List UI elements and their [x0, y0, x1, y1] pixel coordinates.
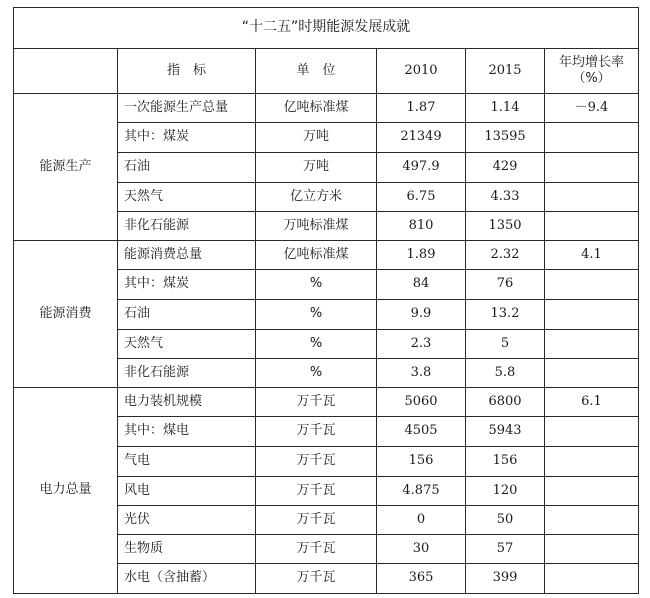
- value-2010-cell: 0: [377, 506, 466, 535]
- unit-cell: %: [256, 330, 377, 359]
- value-2015-cell: 76: [466, 270, 545, 300]
- value-2015-cell: 2.32: [466, 241, 545, 270]
- header-growth-label: 年均增长率: [559, 54, 625, 70]
- indicator-cell: 天然气: [118, 183, 256, 212]
- indicator-cell: 气电: [118, 447, 256, 477]
- value-2015-cell: 156: [466, 447, 545, 477]
- value-2015-cell: 4.33: [466, 183, 545, 212]
- growth-cell: 4.1: [545, 241, 639, 270]
- table-row: [14, 388, 639, 417]
- indicator-cell: 生物质: [118, 535, 256, 564]
- header-indicator: 指 标: [118, 49, 256, 94]
- growth-cell: [545, 359, 639, 388]
- indicator-cell: 其中：煤炭: [118, 270, 256, 300]
- unit-cell: 亿立方米: [256, 183, 377, 212]
- unit-cell: 万千瓦: [256, 506, 377, 535]
- header-empty-cell: [14, 49, 118, 94]
- growth-cell: [545, 417, 639, 447]
- unit-cell: 万吨: [256, 123, 377, 153]
- growth-cell: [545, 212, 639, 241]
- growth-cell: [545, 270, 639, 300]
- value-2010-cell: 5060: [377, 388, 466, 417]
- unit-cell: 万千瓦: [256, 447, 377, 477]
- unit-cell: 万千瓦: [256, 417, 377, 447]
- value-2010-cell: 6.75: [377, 183, 466, 212]
- unit-cell: 万千瓦: [256, 535, 377, 564]
- table-body: [14, 94, 639, 594]
- unit-cell: 万千瓦: [256, 388, 377, 417]
- unit-cell: 万千瓦: [256, 477, 377, 506]
- indicator-cell: 能源消费总量: [118, 241, 256, 270]
- growth-cell: －9.4: [545, 94, 639, 123]
- value-2015-cell: 399: [466, 564, 545, 594]
- value-2010-cell: 9.9: [377, 300, 466, 330]
- value-2015-cell: 13.2: [466, 300, 545, 330]
- growth-cell: [545, 330, 639, 359]
- indicator-cell: 电力装机规模: [118, 388, 256, 417]
- unit-cell: %: [256, 359, 377, 388]
- value-2010-cell: 30: [377, 535, 466, 564]
- header-growth-unit: （%）: [572, 71, 611, 86]
- value-2015-cell: 5943: [466, 417, 545, 447]
- value-2015-cell: 5: [466, 330, 545, 359]
- value-2010-cell: 3.8: [377, 359, 466, 388]
- unit-cell: 亿吨标准煤: [256, 94, 377, 123]
- value-2010-cell: 1.89: [377, 241, 466, 270]
- growth-cell: [545, 564, 639, 594]
- value-2010-cell: 84: [377, 270, 466, 300]
- header-growth: [545, 49, 639, 94]
- growth-cell: [545, 506, 639, 535]
- value-2015-cell: 120: [466, 477, 545, 506]
- group-label: 能源生产: [14, 94, 118, 241]
- indicator-cell: 石油: [118, 153, 256, 183]
- value-2010-cell: 497.9: [377, 153, 466, 183]
- group-label: 能源消费: [14, 241, 118, 388]
- indicator-cell: 非化石能源: [118, 212, 256, 241]
- value-2010-cell: 156: [377, 447, 466, 477]
- indicator-cell: 石油: [118, 300, 256, 330]
- value-2010-cell: 4505: [377, 417, 466, 447]
- header-2010: 2010: [377, 49, 466, 94]
- header-unit: 单 位: [256, 49, 377, 94]
- table-row: [14, 94, 639, 123]
- value-2015-cell: 50: [466, 506, 545, 535]
- value-2010-cell: 2.3: [377, 330, 466, 359]
- value-2015-cell: 429: [466, 153, 545, 183]
- value-2015-cell: 1350: [466, 212, 545, 241]
- value-2015-cell: 57: [466, 535, 545, 564]
- growth-cell: [545, 153, 639, 183]
- growth-cell: [545, 477, 639, 506]
- value-2010-cell: 4.875: [377, 477, 466, 506]
- indicator-cell: 其中：煤炭: [118, 123, 256, 153]
- indicator-cell: 光伏: [118, 506, 256, 535]
- indicator-cell: 其中：煤电: [118, 417, 256, 447]
- unit-cell: %: [256, 300, 377, 330]
- indicator-cell: 非化石能源: [118, 359, 256, 388]
- unit-cell: %: [256, 270, 377, 300]
- value-2015-cell: 1.14: [466, 94, 545, 123]
- header-2015: 2015: [466, 49, 545, 94]
- growth-cell: [545, 123, 639, 153]
- unit-cell: 万千瓦: [256, 564, 377, 594]
- value-2010-cell: 365: [377, 564, 466, 594]
- energy-achievements-table: [13, 7, 639, 594]
- value-2010-cell: 810: [377, 212, 466, 241]
- value-2010-cell: 1.87: [377, 94, 466, 123]
- group-label: 电力总量: [14, 388, 118, 594]
- growth-cell: [545, 183, 639, 212]
- growth-cell: [545, 300, 639, 330]
- unit-cell: 万吨: [256, 153, 377, 183]
- value-2010-cell: 21349: [377, 123, 466, 153]
- growth-cell: [545, 447, 639, 477]
- indicator-cell: 一次能源生产总量: [118, 94, 256, 123]
- unit-cell: 万吨标准煤: [256, 212, 377, 241]
- table-title: “十二五”时期能源发展成就: [14, 8, 639, 49]
- indicator-cell: 天然气: [118, 330, 256, 359]
- value-2015-cell: 5.8: [466, 359, 545, 388]
- indicator-cell: 风电: [118, 477, 256, 506]
- indicator-cell: 水电（含抽蓄）: [118, 564, 256, 594]
- value-2015-cell: 6800: [466, 388, 545, 417]
- unit-cell: 亿吨标准煤: [256, 241, 377, 270]
- value-2015-cell: 13595: [466, 123, 545, 153]
- table-row: [14, 241, 639, 270]
- growth-cell: [545, 535, 639, 564]
- growth-cell: 6.1: [545, 388, 639, 417]
